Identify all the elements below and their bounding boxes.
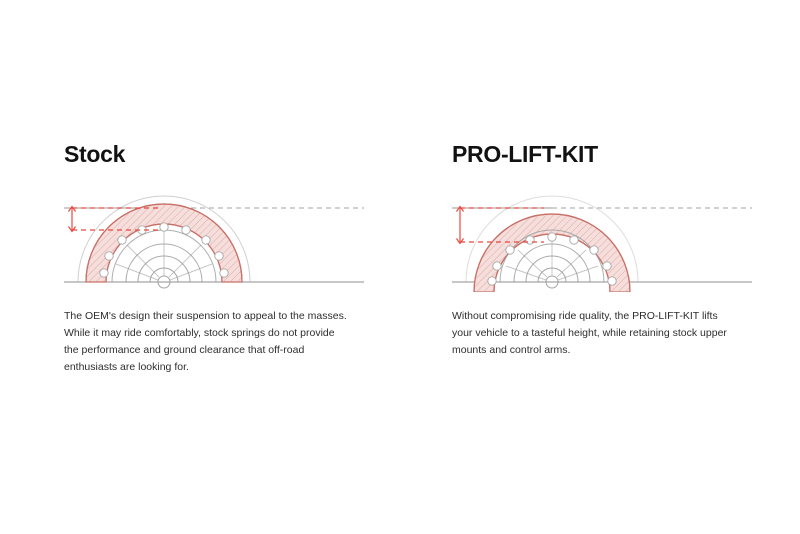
wheel-rim-stock xyxy=(112,230,216,288)
panel-body-pro-lift-kit: Without compromising ride quality, the PRO-LIFT-KIT lifts your vehicle to a tasteful height, while retaining stock upper mounts and control arms. xyxy=(452,310,727,356)
panel-stock xyxy=(64,0,409,534)
figure-pro-lift-kit xyxy=(452,186,752,292)
panel-body-stock: The OEM's design their suspension to appeal to the masses. While it may ride comfortably, stock springs do not provide the performance and ground clearance that off-road enthusiasts are looking for. xyxy=(64,310,347,373)
panel-title-pro-lift-kit: PRO-LIFT-KIT xyxy=(452,141,598,167)
panel-title-stock: Stock xyxy=(64,141,126,167)
panel-pro-lift-kit xyxy=(452,0,797,534)
tire-stock xyxy=(64,186,364,292)
tire-pro-lift-kit xyxy=(452,186,752,292)
figure-stock xyxy=(64,186,364,292)
